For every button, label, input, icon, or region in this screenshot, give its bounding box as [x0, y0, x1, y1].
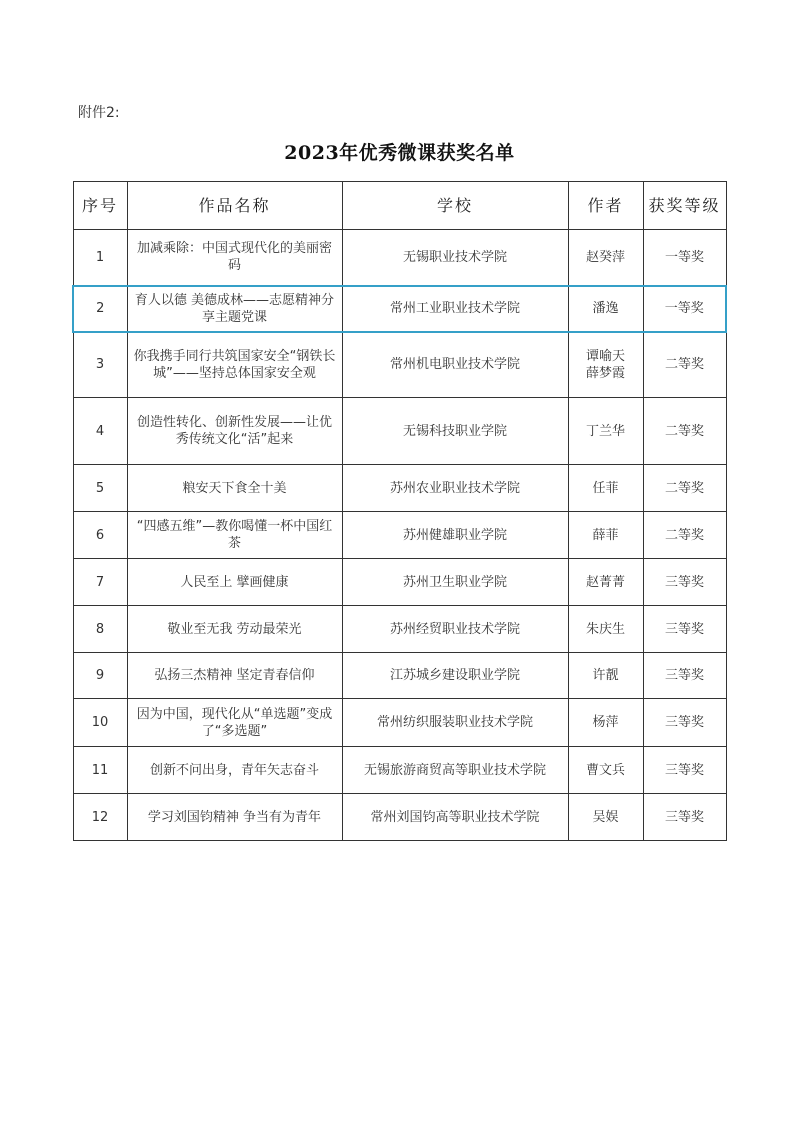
- row-author: 曹文兵: [568, 747, 643, 794]
- row-work: 创造性转化、创新性发展——让优秀传统文化“活”起来: [127, 398, 342, 465]
- row-author: 赵癸萍: [568, 230, 643, 286]
- row-school: 无锡科技职业学院: [342, 398, 568, 465]
- table-row: [73, 747, 726, 794]
- row-award: 三等奖: [643, 794, 726, 841]
- table-row: [73, 332, 726, 398]
- table-row: [73, 794, 726, 841]
- row-school: 苏州农业职业技术学院: [342, 465, 568, 512]
- row-award: 一等奖: [643, 230, 726, 286]
- header-award: 获奖等级: [643, 182, 726, 230]
- row-school: 常州机电职业技术学院: [342, 332, 568, 398]
- row-author: 杨萍: [568, 699, 643, 747]
- row-no: 10: [73, 699, 127, 747]
- row-award: 三等奖: [643, 747, 726, 794]
- table-header-row: [73, 182, 726, 230]
- row-author: 薛菲: [568, 512, 643, 559]
- row-award: 三等奖: [643, 606, 726, 653]
- row-work: 加减乘除：中国式现代化的美丽密码: [127, 230, 342, 286]
- row-author: 许靓: [568, 653, 643, 699]
- row-no: 9: [73, 653, 127, 699]
- row-school: 无锡职业技术学院: [342, 230, 568, 286]
- row-no: 8: [73, 606, 127, 653]
- row-award: 一等奖: [643, 286, 726, 332]
- row-work: 人民至上 擘画健康: [127, 559, 342, 606]
- row-award: 三等奖: [643, 559, 726, 606]
- table-row: [73, 653, 726, 699]
- row-no: 3: [73, 332, 127, 398]
- row-award: 三等奖: [643, 699, 726, 747]
- row-school: 苏州健雄职业学院: [342, 512, 568, 559]
- table-row: [73, 465, 726, 512]
- row-award: 二等奖: [643, 512, 726, 559]
- row-school: 无锡旅游商贸高等职业技术学院: [342, 747, 568, 794]
- header-work: 作品名称: [127, 182, 342, 230]
- row-author: 吴娱: [568, 794, 643, 841]
- row-school: 常州纺织服装职业技术学院: [342, 699, 568, 747]
- row-work: 弘扬三杰精神 坚定青春信仰: [127, 653, 342, 699]
- row-no: 4: [73, 398, 127, 465]
- row-work: 学习刘国钧精神 争当有为青年: [127, 794, 342, 841]
- row-work: 你我携手同行共筑国家安全“钢铁长城”——坚持总体国家安全观: [127, 332, 342, 398]
- row-no: 7: [73, 559, 127, 606]
- row-work: “四感五维”—教你喝懂一杯中国红茶: [127, 512, 342, 559]
- row-no: 11: [73, 747, 127, 794]
- row-author: 潘逸: [568, 286, 643, 332]
- row-author: 丁兰华: [568, 398, 643, 465]
- row-school: 苏州卫生职业学院: [342, 559, 568, 606]
- row-work: 粮安天下食全十美: [127, 465, 342, 512]
- row-school: 苏州经贸职业技术学院: [342, 606, 568, 653]
- row-no: 1: [73, 230, 127, 286]
- page-title: 2023年优秀微课获奖名单: [284, 142, 515, 164]
- row-no: 2: [73, 286, 127, 332]
- row-author: 谭喻天 薛梦霞: [568, 332, 643, 398]
- header-author: 作者: [568, 182, 643, 230]
- table-row-selected[interactable]: [73, 286, 726, 332]
- row-award: 二等奖: [643, 398, 726, 465]
- row-award: 三等奖: [643, 653, 726, 699]
- row-work: 敬业至无我 劳动最荣光: [127, 606, 342, 653]
- row-award: 二等奖: [643, 465, 726, 512]
- row-no: 5: [73, 465, 127, 512]
- award-table: [72, 181, 727, 841]
- row-school: 江苏城乡建设职业学院: [342, 653, 568, 699]
- table-row: [73, 398, 726, 465]
- row-author: 任菲: [568, 465, 643, 512]
- table-row: [73, 606, 726, 653]
- row-no: 12: [73, 794, 127, 841]
- table-row: [73, 699, 726, 747]
- row-work: 育人以德 美德成林——志愿精神分享主题党课: [127, 286, 342, 332]
- row-school: 常州刘国钧高等职业技术学院: [342, 794, 568, 841]
- row-award: 二等奖: [643, 332, 726, 398]
- header-no: 序号: [73, 182, 127, 230]
- table-row: [73, 512, 726, 559]
- attachment-label: 附件2:: [78, 105, 120, 121]
- table-row: [73, 559, 726, 606]
- row-school: 常州工业职业技术学院: [342, 286, 568, 332]
- table-row: [73, 230, 726, 286]
- row-work: 因为中国，现代化从“单选题”变成了“多选题”: [127, 699, 342, 747]
- header-school: 学校: [342, 182, 568, 230]
- row-author: 朱庆生: [568, 606, 643, 653]
- row-author: 赵菁菁: [568, 559, 643, 606]
- row-work: 创新不问出身，青年矢志奋斗: [127, 747, 342, 794]
- row-no: 6: [73, 512, 127, 559]
